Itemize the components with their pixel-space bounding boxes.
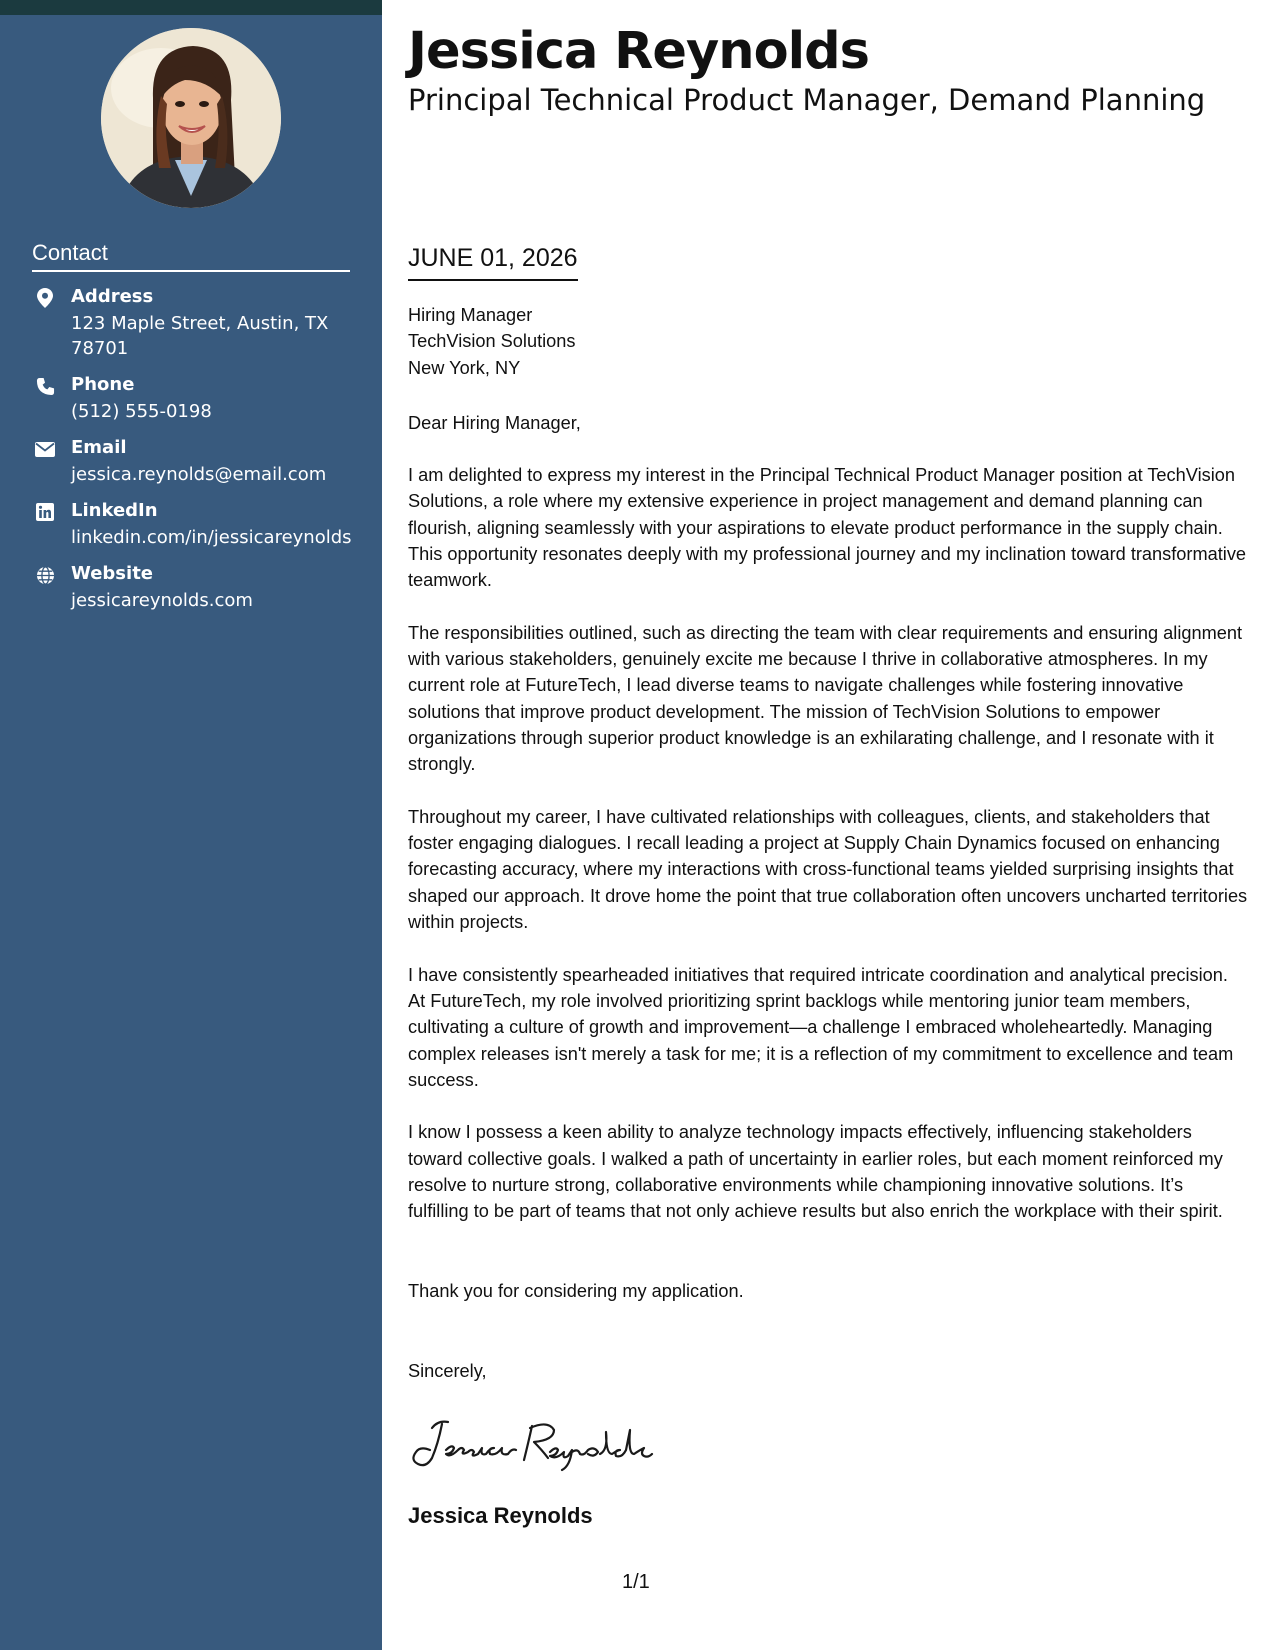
contact-value: jessica.reynolds@email.com <box>71 464 327 485</box>
letter-date: JUNE 01, 2026 <box>408 244 578 281</box>
recipient-block <box>408 302 1248 381</box>
salutation: Dear Hiring Manager, <box>408 413 581 433</box>
contact-heading: Contact <box>32 240 350 272</box>
profile-photo <box>101 28 281 208</box>
applicant-name: Jessica Reynolds <box>408 22 869 81</box>
body-paragraph: I have consistently spearheaded initiatives that required intricate coordination and analytical precision. At FutureTech, my role involved prioritizing sprint backlogs while mentoring junior team members, cultivating a culture of growth and improvement—a challenge I embraced wholeheartedly. Managing complex releases isn't merely a task for me; it is a reflection of my commitment to excellence and team success. <box>408 964 1234 1090</box>
body-paragraph: The responsibilities outlined, such as directing the team with clear requirements and ensuring alignment with various stakeholders, genuinely excite me because I thrive in collaborative atmospheres. In my current role at FutureTech, I lead diverse teams to navigate challenges while fostering innovative solutions that improve product development. The mission of TechVision Solutions to empower organizations through superior product knowledge is an exhilarating challenge, and I resonate with it strongly. <box>408 622 1243 775</box>
closing-sincerely: Sincerely, <box>408 1361 487 1381</box>
profile-portrait-illustration <box>101 28 281 208</box>
linkedin-icon <box>32 500 58 524</box>
contact-label: Email <box>71 437 127 458</box>
signature-script <box>408 1414 668 1474</box>
map-pin-icon <box>32 286 58 310</box>
recipient-line: New York, NY <box>408 357 521 378</box>
page-number: 1/1 <box>622 1571 650 1593</box>
recipient-line: TechVision Solutions <box>408 331 576 352</box>
contact-label: Phone <box>71 374 135 395</box>
globe-icon <box>32 563 58 587</box>
contact-value: (512) 555-0198 <box>71 401 212 422</box>
sidebar-top-bar <box>0 0 382 15</box>
job-title: Principal Technical Product Manager, Demand Planning <box>408 83 1206 117</box>
contact-label: Address <box>71 286 154 307</box>
recipient-line: Hiring Manager <box>408 305 533 325</box>
contact-value: linkedin.com/in/jessicareynolds <box>71 527 352 548</box>
phone-icon <box>32 374 58 398</box>
signature-name: Jessica Reynolds <box>408 1503 593 1528</box>
handwritten-signature <box>408 1414 668 1474</box>
contact-label: Website <box>71 563 154 584</box>
envelope-icon <box>32 437 58 461</box>
body-paragraph: I am delighted to express my interest in the Principal Technical Product Manager position at TechVision Solutions, a role where my extensive experience in project management and demand planning can flourish, aligning seamlessly with your aspirations to elevate product performance in the supply chain. This opportunity resonates deeply with my professional journey and my inclination toward transformative teamwork. <box>408 465 1247 591</box>
body-paragraph: I know I possess a keen ability to analyze technology impacts effectively, influencing stakeholders toward collective goals. I walked a path of uncertainty in earlier roles, but each moment reinforced my resolve to nurture strong, collaborative environments while championing innovative solutions. It’s fulfilling to be part of teams that not only achieve results but also enrich the workplace with their spirit. <box>408 1122 1223 1222</box>
body-paragraph: Throughout my career, I have cultivated relationships with colleagues, clients, and stakeholders that foster engaging dialogues. I recall leading a project at Supply Chain Dynamics focused on enhancing forecasting accuracy, where my interactions with cross-functional teams yielded surprising insights that shaped our approach. It drove home the point that true collaboration often uncovers uncharted territories within projects. <box>408 806 1248 933</box>
sidebar <box>0 0 382 1650</box>
letter-body <box>408 462 1248 1225</box>
contact-label: LinkedIn <box>71 500 158 521</box>
contact-value: 123 Maple Street, Austin, TX 78701 <box>71 313 329 359</box>
closing-thanks: Thank you for considering my application. <box>408 1281 744 1301</box>
contact-value: jessicareynolds.com <box>71 590 253 611</box>
